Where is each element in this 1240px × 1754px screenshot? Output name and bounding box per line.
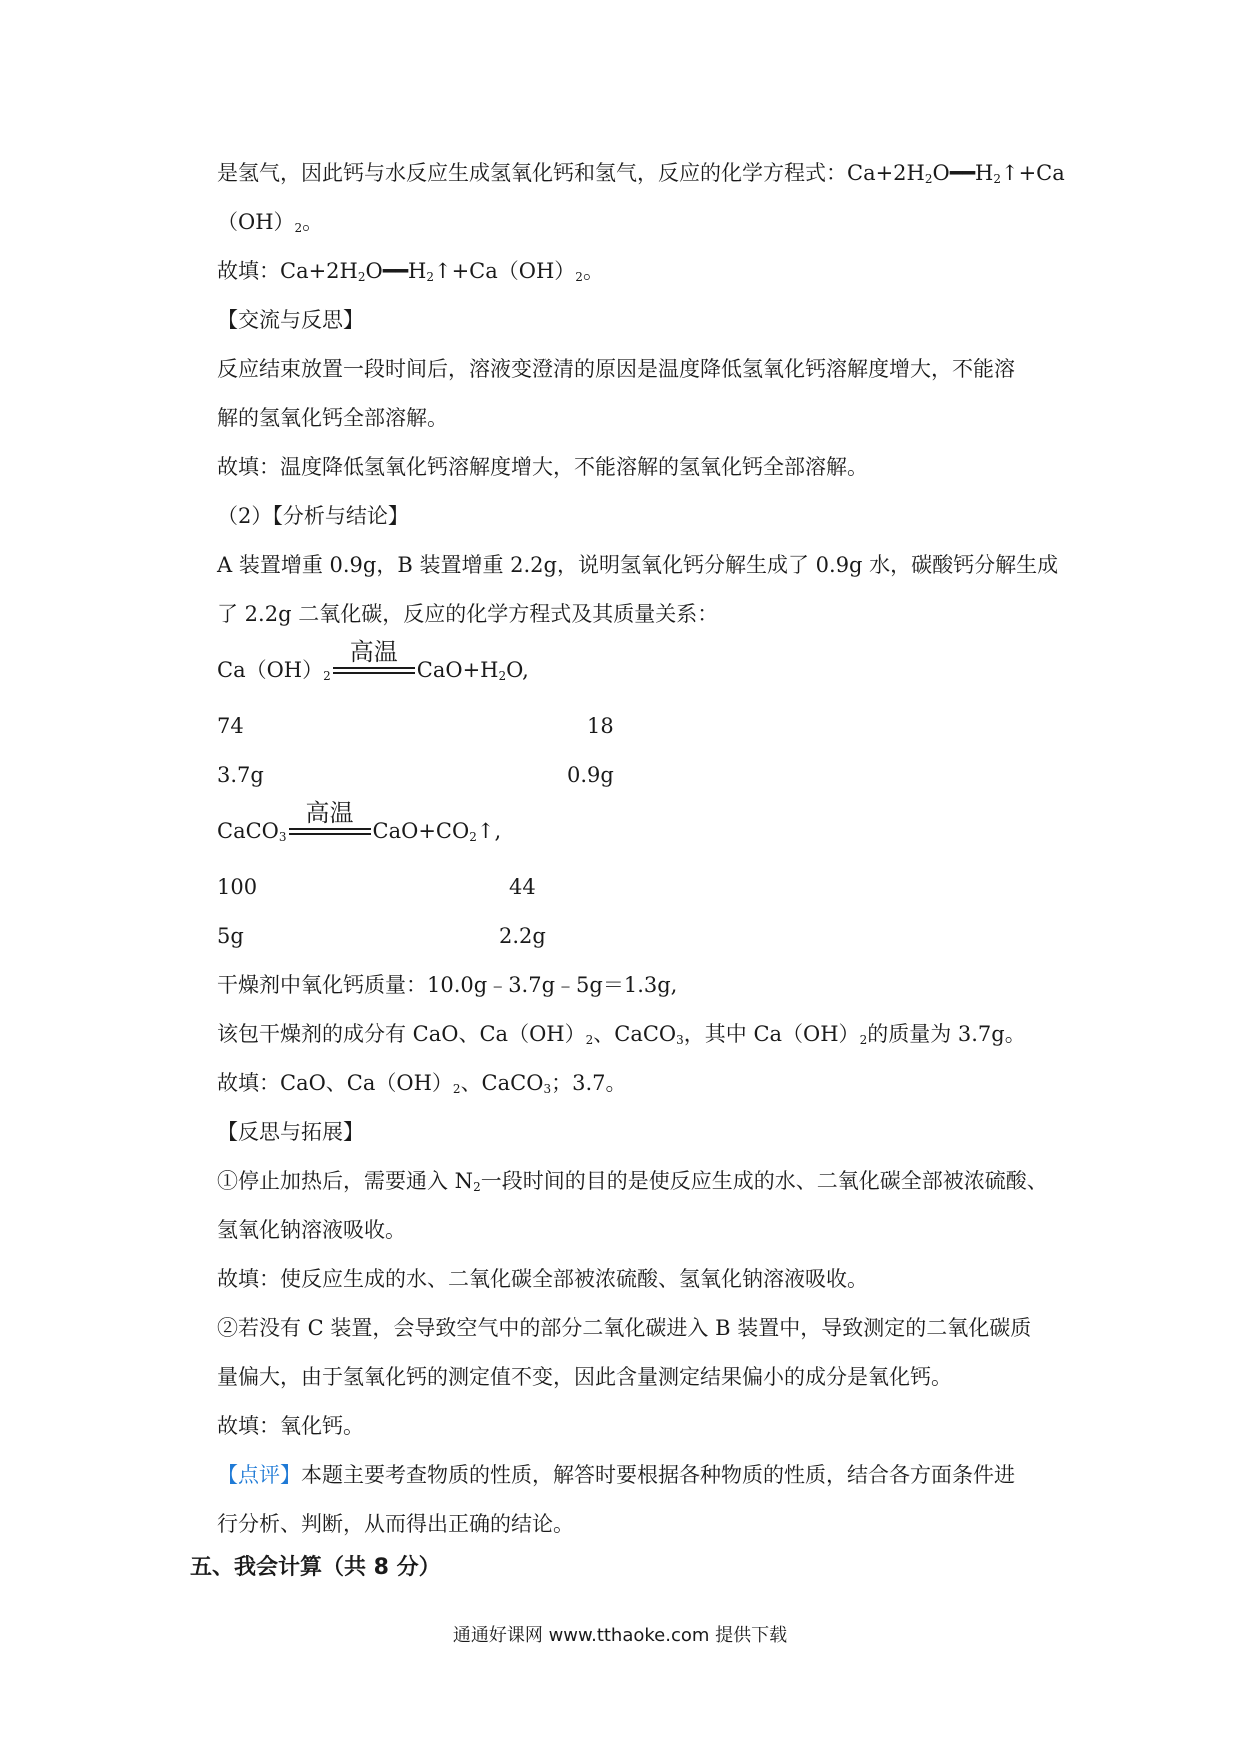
text-line: 故填：使反应生成的水、二氧化碳全部被浓硫酸、氢氧化钠溶液吸收。 — [217, 1267, 868, 1291]
text-line: ②若没有 C 装置，会导致空气中的部分二氧化碳进入 B 装置中，导致测定的二氧化碳质 — [217, 1316, 1032, 1340]
section-heading: 【交流与反思】 — [217, 308, 364, 332]
text-line: 解的氢氧化钙全部溶解。 — [217, 406, 448, 430]
mass-value: 5g — [217, 924, 244, 948]
molar-mass: 18 — [587, 714, 614, 738]
reaction-condition: 高温 — [305, 799, 354, 827]
text-line: 了 2.2g 二氧化碳，反应的化学方程式及其质量关系： — [217, 602, 719, 626]
text-line: 故填：CaO、$Ca(OH)_2$、CaCO$_3$；3.7。 — [217, 1071, 627, 1096]
text-line: 该包干燥剂的成分有 CaO、$Ca(OH)_2$、CaCO$_3$，其中 $Ca(OH)_2$的质量为 3.7g。 — [217, 1022, 1026, 1047]
text-line: 是氢气，因此钙与水反应生成氢氧化钙和氢气，反应的化学方程式：$Ca+2H_2O━━H_2↑+Ca$ — [217, 161, 1065, 186]
section-heading: （2）【分析与结论】 — [217, 504, 409, 528]
footer: 通通好课网 www.tthaoke.com 提供下载 — [452, 1625, 788, 1646]
reaction-arrow — [331, 638, 417, 685]
text-line: 反应结束放置一段时间后，溶液变澄清的原因是温度降低氢氧化钙溶解度增大，不能溶 — [217, 357, 1015, 381]
section-heading: 【反思与拓展】 — [217, 1120, 364, 1144]
mass-value: 3.7g — [217, 763, 264, 787]
text-line: 量偏大，由于氢氧化钙的测定值不变，因此含量测定结果偏小的成分是氧化钙。 — [217, 1365, 952, 1389]
text-line: $(OH)_2$。 — [217, 210, 324, 235]
text-line: 干燥剂中氧化钙质量：10.0g﹣3.7g﹣5g＝1.3g, — [217, 973, 678, 997]
molar-mass: 100 — [217, 875, 258, 899]
comment-line: 【点评】本题主要考查物质的性质，解答时要根据各种物质的性质，结合各方面条件进 — [217, 1463, 1015, 1487]
text-line: ①停止加热后，需要通入 $N_2$一段时间的目的是使反应生成的水、二氧化碳全部被浓硫酸、 — [217, 1169, 1048, 1194]
mass-value: 2.2g — [499, 924, 546, 948]
molar-mass: 44 — [509, 875, 536, 899]
reaction-arrow — [287, 799, 373, 846]
chemical-equation: CaCO$_3$ 高温 $CaO+CO_2↑$, — [217, 799, 502, 844]
molar-mass: 74 — [217, 714, 244, 738]
reaction-condition: 高温 — [349, 638, 398, 666]
section-title: 五、我会计算（共 8 分） — [190, 1555, 441, 1580]
text-line: A 装置增重 0.9g，B 装置增重 2.2g，说明氢氧化钙分解生成了 0.9g 水，碳酸钙分解生成 — [217, 553, 1059, 577]
text-line: 行分析、判断，从而得出正确的结论。 — [217, 1512, 574, 1536]
comment-tag: 【点评】 — [217, 1463, 301, 1487]
text-line: 氢氧化钠溶液吸收。 — [217, 1218, 406, 1242]
text-line: 故填：$Ca+2H_2O━━H_2↑+Ca(OH)_2$。 — [217, 259, 604, 284]
text-line: 故填：温度降低氢氧化钙溶解度增大，不能溶解的氢氧化钙全部溶解。 — [217, 455, 868, 479]
text-line: 故填：氧化钙。 — [217, 1414, 364, 1438]
mass-value: 0.9g — [567, 763, 614, 787]
chemical-equation: $Ca(OH)_2$ 高温 $CaO+H_2O$, — [217, 638, 529, 683]
